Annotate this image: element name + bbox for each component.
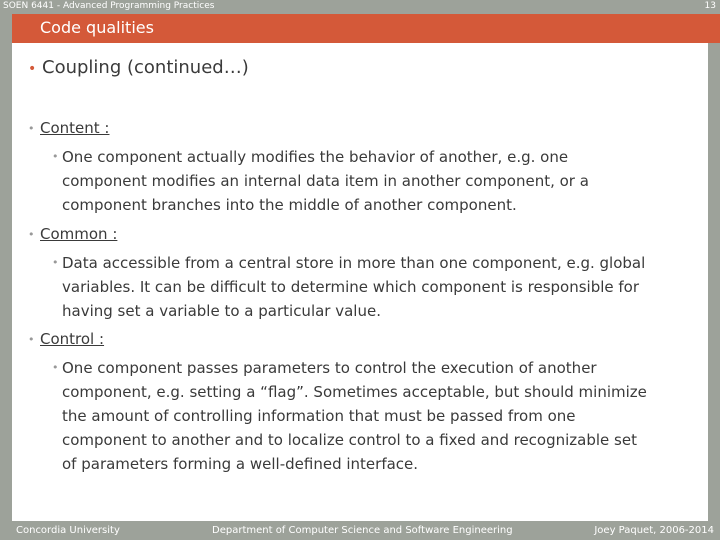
slide-content [12,43,708,521]
footer-department: Department of Computer Science and Software Engineering [212,525,513,536]
sub-bullet-icon: • [52,256,59,269]
bullet-icon: • [28,228,35,241]
description-text: One component actually modifies the behavior of another, e.g. one component modifies an internal data item in another component, or a component branches into the middle of another component. [62,148,589,214]
course-title: SOEN 6441 - Advanced Programming Practices [3,1,215,11]
title-bar [12,14,720,43]
description-text: One component passes parameters to control the execution of another component, e.g. setting a “flag”. Sometimes acceptable, but should minimize the amount of controlling information that must be passed from one component to another and to localize control to a fixed and recognizable set of parameters forming a well-defined interface. [62,359,647,473]
item-label: Control : [40,330,105,348]
footer-author: Joey Paquet, 2006-2014 [594,525,714,536]
bullet-icon: • [28,122,35,135]
description-text: Data accessible from a central store in more than one component, e.g. global variables. It can be difficult to determine which component is responsible for having set a variable to a particular value. [62,254,646,320]
item-label: Content : [40,119,110,137]
footer-university: Concordia University [16,525,120,536]
item-description [52,145,702,217]
item-description [52,356,702,476]
page-number: 13 [704,1,716,11]
sub-bullet-icon: • [52,361,59,374]
bullet-icon: • [28,333,35,346]
top-bar [0,0,720,14]
item-description [52,251,702,323]
sub-bullet-icon: • [52,150,59,163]
slide-heading: Coupling (continued…) [42,57,249,78]
slide-title: Code qualities [40,18,154,37]
item-label: Common : [40,225,118,243]
bullet-icon: • [28,61,37,77]
footer [0,522,720,540]
